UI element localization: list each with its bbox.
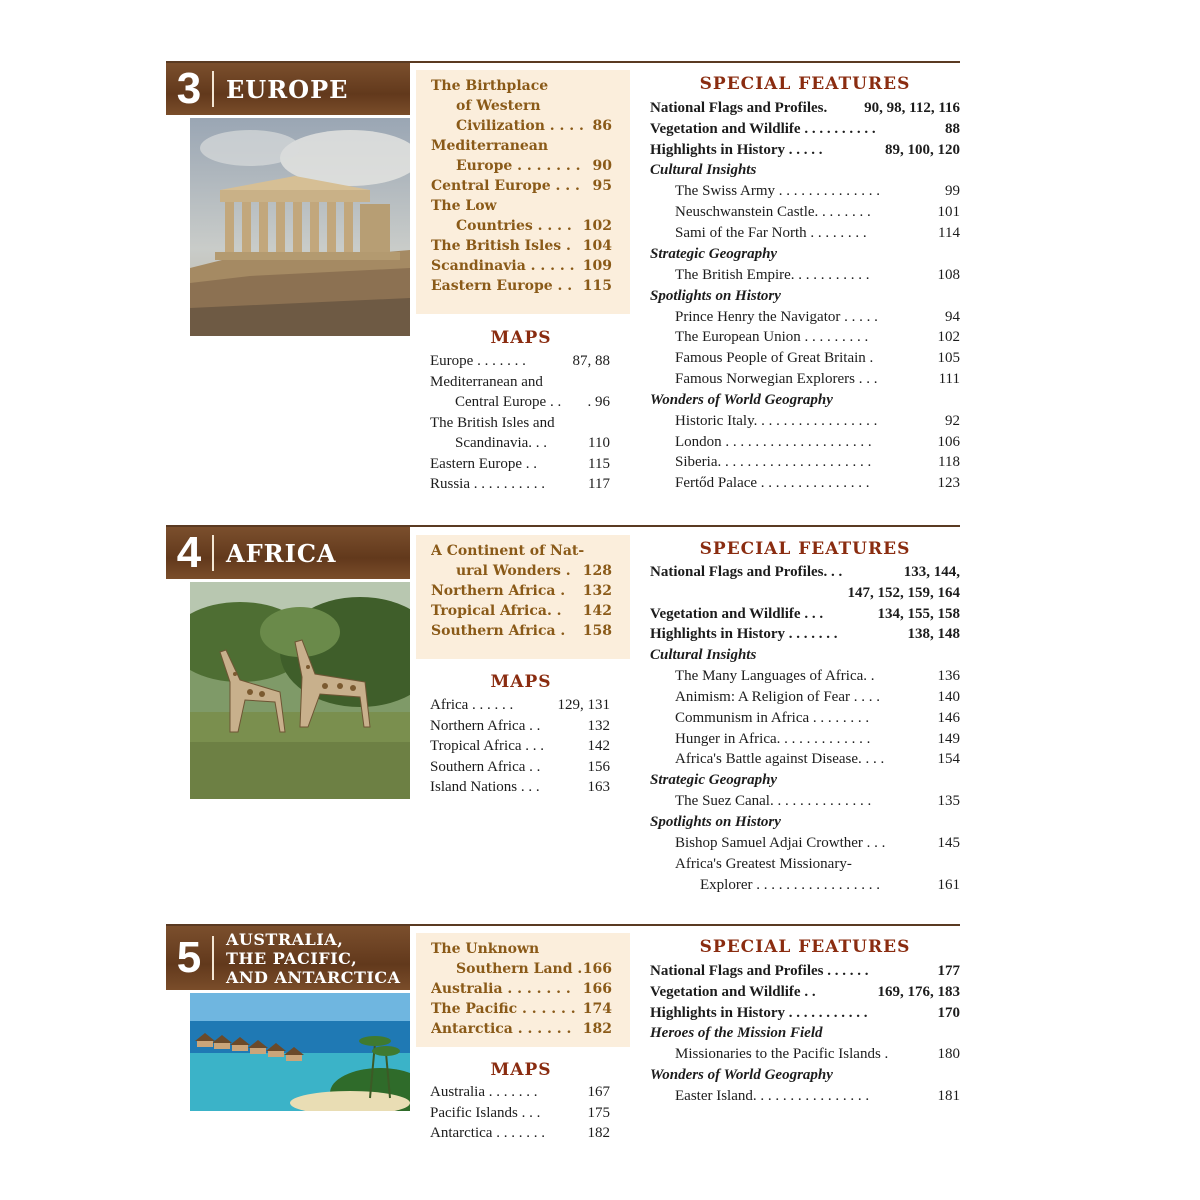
feature-item[interactable]: Highlights in History . . . . . . . 138, 148 [650, 626, 960, 643]
feature-category: Cultural Insights [650, 647, 757, 664]
toc-item[interactable]: The Low [431, 198, 497, 214]
maps-list-australia [430, 1082, 610, 1144]
feature-item[interactable]: Hunger in Africa. . . . . . . . . . . . . 149 [675, 730, 960, 747]
feature-category: Strategic Geography [650, 245, 778, 262]
unit-title-line: THE PACIFIC, [226, 948, 358, 968]
toc-item[interactable]: Central Europe . . . 95 [431, 178, 612, 194]
toc-item[interactable]: Tropical Africa. . 142 [431, 603, 612, 619]
maps-item[interactable]: Australia . . . . . . . 167 [430, 1084, 610, 1100]
maps-list-europe [430, 351, 610, 495]
maps-heading: MAPS [490, 1060, 552, 1080]
parthenon-photo [190, 118, 410, 336]
feature-item[interactable]: Vegetation and Wildlife . . 169, 176, 183 [650, 983, 960, 1000]
feature-item[interactable]: Famous People of Great Britain . 105 [675, 350, 960, 367]
unit-banner-africa [166, 527, 410, 579]
feature-item[interactable]: 147, 152, 159, 164 [847, 584, 960, 601]
maps-heading: MAPS [490, 672, 552, 692]
feature-item[interactable]: National Flags and Profiles . . . . . . 177 [650, 963, 960, 979]
feature-item[interactable]: Africa's Greatest Missionary- [675, 855, 852, 872]
feature-item[interactable]: The European Union . . . . . . . . . 102 [675, 329, 960, 346]
banner-divider [212, 936, 214, 981]
feature-item[interactable]: National Flags and Profiles. 90, 98, 112, 116 [650, 100, 960, 116]
feature-category: Wonders of World Geography [650, 1067, 833, 1084]
unit-title-line: AUSTRALIA, [226, 929, 344, 949]
maps-item[interactable]: Antarctica . . . . . . . 182 [430, 1125, 610, 1141]
unit-title-line: AND ANTARCTICA [226, 967, 401, 987]
feature-item[interactable]: The Swiss Army . . . . . . . . . . . . . . 99 [675, 183, 960, 200]
toc-item[interactable]: The Birthplace [431, 78, 549, 94]
feature-item[interactable]: Highlights in History . . . . . 89, 100, 120 [650, 141, 960, 158]
feature-item[interactable]: Africa's Battle against Disease. . . . 154 [675, 751, 960, 768]
toc-item[interactable]: Southern Land . 166 [456, 961, 612, 977]
unit-title: AFRICA [226, 538, 337, 568]
unit-toc-europe [416, 70, 630, 314]
maps-item[interactable]: Pacific Islands . . . 175 [430, 1104, 610, 1121]
feature-category: Spotlights on History [650, 813, 781, 830]
unit-title: EUROPE [226, 74, 349, 104]
toc-item[interactable]: ural Wonders . 128 [456, 563, 612, 579]
toc-item[interactable]: Northern Africa . 132 [431, 583, 612, 599]
maps-item[interactable]: Scandinavia. . . 110 [455, 435, 610, 451]
feature-item[interactable]: Vegetation and Wildlife . . . 134, 155, 158 [650, 605, 960, 622]
unit-toc-africa [416, 535, 630, 659]
special-features-heading: SPECIAL FEATURES [699, 539, 911, 559]
toc-item[interactable]: Europe . . . . . . . 90 [456, 158, 612, 174]
maps-item[interactable]: Africa . . . . . . 129, 131 [430, 697, 610, 713]
maps-item[interactable]: Island Nations . . . 163 [430, 779, 610, 795]
maps-item[interactable]: Eastern Europe . . 115 [430, 455, 610, 472]
feature-item[interactable]: Historic Italy. . . . . . . . . . . . . . . . . 92 [675, 412, 960, 429]
maps-list-africa [430, 695, 610, 798]
toc-item[interactable]: The Pacific . . . . . . 174 [431, 1001, 612, 1017]
maps-item[interactable]: Northern Africa . . 132 [430, 717, 610, 734]
feature-item[interactable]: Prince Henry the Navigator . . . . . 94 [675, 308, 960, 325]
toc-item[interactable]: Australia . . . . . . . 166 [431, 981, 612, 997]
special-features-australia [650, 961, 960, 1107]
banner-divider [212, 535, 214, 571]
feature-category: Spotlights on History [650, 287, 781, 304]
feature-item[interactable]: Siberia. . . . . . . . . . . . . . . . . . . . . 118 [675, 454, 960, 471]
feature-item[interactable]: Explorer . . . . . . . . . . . . . . . . . 161 [700, 876, 960, 893]
unit-title [226, 930, 401, 987]
special-features-europe [650, 98, 960, 494]
toc-item[interactable]: Antarctica . . . . . . 182 [431, 1021, 612, 1037]
toc-item[interactable]: Eastern Europe . . 115 [431, 278, 612, 294]
feature-category: Cultural Insights [650, 162, 757, 179]
feature-item[interactable]: National Flags and Profiles. . . 133, 144, [650, 564, 960, 580]
maps-item[interactable]: Europe . . . . . . . 87, 88 [430, 353, 610, 369]
unit-number: 3 [176, 64, 202, 113]
feature-item[interactable]: The Suez Canal. . . . . . . . . . . . . . 135 [675, 793, 960, 810]
unit-banner-australia [166, 926, 410, 990]
unit-number: 5 [176, 933, 202, 982]
feature-item[interactable]: Vegetation and Wildlife . . . . . . . . . . 88 [650, 120, 960, 137]
feature-item[interactable]: Easter Island. . . . . . . . . . . . . . . . 181 [675, 1088, 960, 1105]
toc-item[interactable]: The Unknown [431, 941, 540, 957]
toc-item[interactable]: A Continent of Nat- [431, 543, 585, 559]
feature-category: Heroes of the Mission Field [650, 1025, 823, 1042]
toc-item[interactable]: Scandinavia . . . . . 109 [431, 258, 612, 274]
toc-item[interactable]: of Western [456, 98, 541, 114]
maps-item[interactable]: The British Isles and [430, 414, 555, 431]
feature-item[interactable]: Famous Norwegian Explorers . . . 111 [675, 370, 960, 387]
maps-heading: MAPS [490, 328, 552, 348]
overwater-bungalows-photo [190, 993, 410, 1111]
maps-item[interactable]: Tropical Africa . . . 142 [430, 738, 610, 754]
feature-item[interactable]: The British Empire. . . . . . . . . . . 108 [675, 266, 960, 283]
feature-item[interactable]: Neuschwanstein Castle. . . . . . . . 101 [675, 204, 960, 221]
feature-item[interactable]: The Many Languages of Africa. . 136 [675, 668, 960, 685]
feature-item[interactable]: Bishop Samuel Adjai Crowther . . . 145 [675, 834, 960, 851]
feature-category: Strategic Geography [650, 772, 778, 789]
giraffes-photo [190, 582, 410, 799]
maps-item[interactable]: Central Europe . . . 96 [455, 394, 610, 410]
toc-item[interactable]: Countries . . . . 102 [456, 218, 612, 234]
maps-item[interactable]: Mediterranean and [430, 373, 543, 390]
toc-item[interactable]: The British Isles . 104 [431, 238, 612, 254]
feature-item[interactable]: Highlights in History . . . . . . . . . . . 170 [650, 1004, 960, 1021]
special-features-africa [650, 562, 960, 895]
feature-item[interactable]: Communism in Africa . . . . . . . . 146 [675, 709, 960, 726]
feature-item[interactable]: Sami of the Far North . . . . . . . . 114 [675, 224, 960, 241]
unit-number: 4 [176, 528, 202, 577]
maps-item[interactable]: Southern Africa . . 156 [430, 758, 610, 775]
maps-item[interactable]: Russia . . . . . . . . . . 117 [430, 476, 610, 492]
unit-banner-europe [166, 63, 410, 115]
feature-item[interactable]: Missionaries to the Pacific Islands . 180 [675, 1046, 960, 1063]
special-features-heading: SPECIAL FEATURES [699, 74, 911, 94]
special-features-heading: SPECIAL FEATURES [699, 937, 911, 957]
toc-item[interactable]: Mediterranean [431, 138, 549, 154]
toc-item[interactable]: Southern Africa . 158 [431, 623, 612, 639]
banner-divider [212, 71, 214, 107]
feature-item[interactable]: Animism: A Religion of Fear . . . . 140 [675, 688, 960, 705]
toc-item[interactable]: Civilization . . . . 86 [456, 118, 612, 134]
feature-category: Wonders of World Geography [650, 391, 833, 408]
unit-toc-australia [416, 933, 630, 1047]
feature-item[interactable]: Fertőd Palace . . . . . . . . . . . . . . . 123 [675, 475, 960, 492]
feature-item[interactable]: London . . . . . . . . . . . . . . . . . . . . 106 [675, 433, 960, 450]
